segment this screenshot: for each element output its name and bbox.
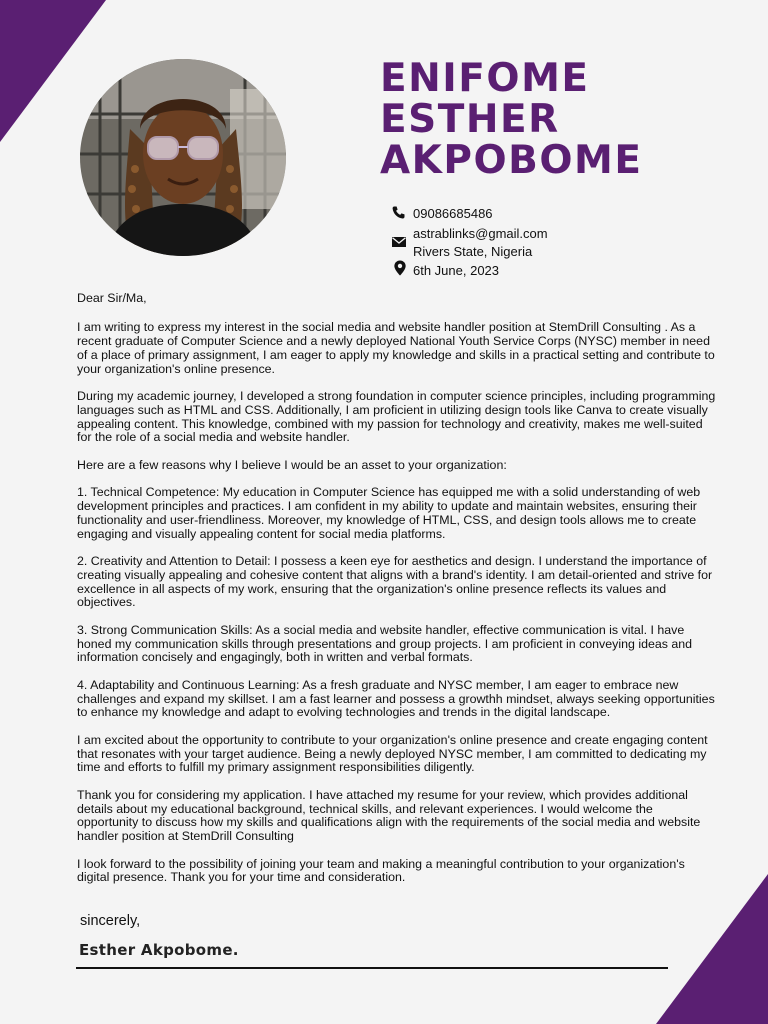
signature-name: Esther Akpobome. <box>79 941 239 959</box>
paragraph-adaptability: 4. Adaptability and Continuous Learning: As a fresh graduate and NYSC member, I am eager to embrace new challenges and expand my skillset. I am a fast learner and possess a growthh mindset, always seeking opportunities to enhance my knowledge and adapt to evolving technologies and trends in the digital landscape. <box>77 677 715 720</box>
profile-photo <box>80 59 286 256</box>
paragraph-excitement: I am excited about the opportunity to contribute to your organization's online presence and create engaging content that resonates with your target audience. Being a newly deployed NYSC member, I am committed to dedicating my time and efforts to fulfill my primary assignment responsibilities diligently. <box>77 732 708 775</box>
paragraph-reasons-intro: Here are a few reasons why I believe I would be an asset to your organization: <box>77 457 507 472</box>
paragraph-technical-competence: 1. Technical Competence: My education in Computer Science has equipped me with a solid understanding of web development principles and practices. I am confident in my ability to update and maintain websites, ensuring their functionality and user-friendliness. Moreover, my knowledge of HTML, CSS, and design tools allows me to create engaging and visually appealing content for social media platforms. <box>77 485 701 541</box>
signature-divider <box>76 967 668 969</box>
location-text: Rivers State, Nigeria <box>413 244 533 259</box>
contact-date-row <box>391 260 651 278</box>
phone-number: 09086685486 <box>413 206 493 221</box>
name-line-middle: ESTHER <box>380 97 560 142</box>
paragraph-creativity: 2. Creativity and Attention to Detail: I possess a keen eye for aesthetics and design. I understand the importance of creating visually appealing and cohesive content that aligns with a brand's identity. I am detail-oriented and strive for excellence in all aspects of my work, ensuring that the organization's online presence reflects its values and objectives. <box>77 554 713 610</box>
contact-email-row <box>391 223 651 242</box>
email-address[interactable]: astrablinks@gmail.com <box>413 226 548 241</box>
paragraph-academic: During my academic journey, I developed a strong foundation in computer science principles, including programming languages such as HTML and CSS. Additionally, I am proficient in utilizing design tools like Canva to create visually appealing content. This knowledge, combined with my passion for technology and creativity, makes me well-suited for the role of a social media and website handler. <box>77 389 716 445</box>
contact-info <box>391 205 651 278</box>
greeting: Dear Sir/Ma, <box>77 291 147 305</box>
paragraph-closing: I look forward to the possibility of joining your team and making a meaningful contribution to your organization's digital presence. Thank you for your time and consideration. <box>77 856 685 885</box>
phone-icon <box>391 205 407 221</box>
name-line-first: ENIFOME <box>380 56 590 101</box>
paragraph-intro: I am writing to express my interest in the social media and website handler position at StemDrill Consulting . As a recent graduate of Computer Science and a newly deployed National Youth Service Corps (NYSC) member in need of a place of primary assignment, I am eager to apply my knowledge and skills in a practical setting and contribute to your organization's online presence. <box>77 320 715 376</box>
paragraph-communication: 3. Strong Communication Skills: As a social media and website handler, effective communication is vital. I have honed my communication skills through presentations and group projects. I am proficient in conveying ideas and information concisely and engagingly, both in written and verbal formats. <box>77 622 693 665</box>
letter-body <box>77 292 717 899</box>
letter-date: 6th June, 2023 <box>413 263 500 278</box>
name-line-last: AKPOBOME <box>380 138 643 183</box>
contact-location-row <box>391 242 651 260</box>
location-pin-icon <box>392 260 408 276</box>
paragraph-thanks: Thank you for considering my application. I have attached my resume for your review, which provides additional details about my educational background, technical skills, and relevant experiences. I would welcome the opportunity to discuss how my skills and qualifications align with the requirements of the social media and website handler position at StemDrill Consulting <box>77 787 701 844</box>
contact-phone-row <box>391 205 651 223</box>
closing-salutation: sincerely, <box>80 913 141 929</box>
applicant-name <box>380 58 642 181</box>
